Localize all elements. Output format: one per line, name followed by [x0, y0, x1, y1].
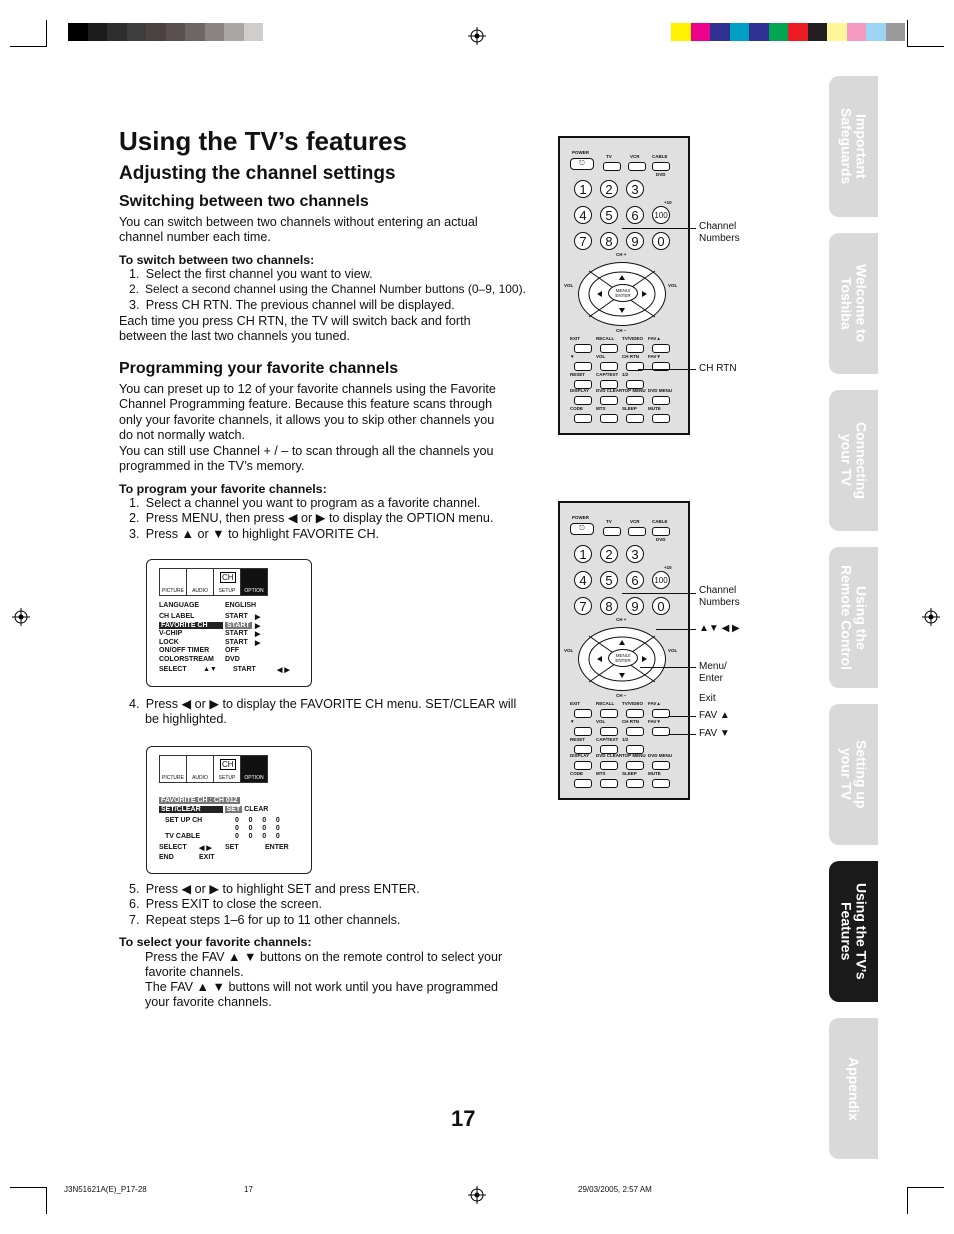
remote-button-label: RECALL [596, 336, 615, 341]
callout-menu-enter: Menu/ Enter [699, 661, 727, 684]
remote-button[interactable] [574, 414, 592, 423]
remote-button-label: DVD MENU [648, 753, 673, 758]
remote-button-label: MUTE [648, 771, 661, 776]
remote-button-label: TV/VIDEO [622, 336, 644, 341]
remote-label: VOL [668, 283, 678, 288]
remote-button[interactable] [626, 779, 644, 788]
remote-button-label: DISPLAY [570, 753, 590, 758]
power-label: POWER [572, 515, 590, 520]
gray-calibration-bar [68, 23, 283, 41]
remote-button-label: FAV▲ [648, 336, 661, 341]
subsection-title: Switching between two channels [119, 193, 369, 210]
menu-row: LANGUAGE [159, 602, 200, 609]
step-item: 7. Repeat steps 1–6 for up to 11 other channels. [129, 912, 401, 927]
color-swatch [127, 23, 147, 41]
footer-file: J3N51621A(E)_P17-28 [64, 1185, 147, 1194]
remote-button[interactable] [626, 709, 644, 718]
step-item: 1. Select a channel you want to program as a favorite channel. [129, 496, 481, 510]
chapter-tab-label: Using the TV’s Features [838, 883, 870, 980]
remote-label: CH + [616, 617, 627, 622]
digit-4-button[interactable]: 4 [574, 206, 592, 224]
option-menu-screen [146, 559, 312, 687]
color-swatch [166, 23, 186, 41]
callout-leader [640, 667, 696, 668]
remote-label: CABLE [652, 519, 668, 524]
digit-5-button[interactable]: 5 [600, 571, 618, 589]
color-swatch [730, 23, 750, 41]
remote-button[interactable] [600, 727, 618, 736]
color-swatch [710, 23, 730, 41]
procedure-title: To select your favorite channels: [119, 935, 312, 949]
digit-2-button[interactable]: 2 [600, 545, 618, 563]
remote-button-label: CH RTN [622, 354, 639, 359]
menu-title: FAVORITE CH : CH 012 [161, 797, 238, 804]
color-swatch [263, 23, 283, 41]
remote-label: CH + [616, 252, 627, 257]
remote-button[interactable] [600, 779, 618, 788]
page-title: Using the TV’s features [119, 126, 407, 156]
body-paragraph: Each time you press CH RTN, the TV will switch back and forth between the last two channels you tuned. [119, 314, 471, 344]
digit-8-button[interactable]: 8 [600, 597, 618, 615]
chapter-tab[interactable] [829, 233, 878, 374]
remote-button[interactable] [600, 396, 618, 405]
remote-button-label: FAV▼ [648, 719, 661, 724]
button-100[interactable]: 100 [652, 206, 670, 224]
remote-button[interactable] [652, 779, 670, 788]
menu-grid-row: 0 0 0 0 [235, 833, 280, 840]
color-swatch [68, 23, 88, 41]
menu-grid-row: 0 0 0 0 [235, 825, 280, 832]
remote-button-label: 1/2 [622, 372, 629, 377]
vcr-button[interactable] [628, 527, 646, 536]
remote-button[interactable] [600, 344, 618, 353]
menu-footer: ◀ ▶ [277, 667, 290, 674]
setup-icon: CH SETUP [214, 756, 241, 782]
color-swatch [808, 23, 828, 41]
favorite-ch-menu-screen [146, 746, 312, 874]
digit-0-button[interactable]: 0 [652, 232, 670, 250]
option-icon: OPTION [241, 756, 267, 782]
step-item: 3. Press ▲ or ▼ to highlight FAVORITE CH. [129, 526, 380, 541]
menu-row-value: OFF [225, 647, 239, 654]
step-item: 3. Press CH RTN. The previous channel will be displayed. [129, 297, 455, 312]
color-swatch [205, 23, 225, 41]
menu-footer: ▲▼ [203, 666, 217, 673]
registration-mark-icon [922, 608, 940, 626]
digit-6-button[interactable]: 6 [626, 571, 644, 589]
remote-button[interactable] [652, 414, 670, 423]
step-item: 2. Select a second channel using the Channel Number buttons (0–9, 100). [129, 282, 526, 297]
remote-button-label: ▼ [570, 354, 575, 359]
digit-9-button[interactable]: 9 [626, 232, 644, 250]
digit-4-button[interactable]: 4 [574, 571, 592, 589]
callout-leader [668, 734, 696, 735]
digit-0-button[interactable]: 0 [652, 597, 670, 615]
remote-button[interactable] [574, 761, 592, 770]
menu-grid-row: 0 0 0 0 [235, 817, 280, 824]
remote-button-label: 1/2 [622, 737, 629, 742]
menu-row-label: ON/OFF TIMER [159, 647, 210, 654]
power-button[interactable]: ⎋ [570, 158, 594, 170]
color-swatch [691, 23, 711, 41]
cable-button[interactable] [652, 527, 670, 536]
digit-2-button[interactable]: 2 [600, 180, 618, 198]
chapter-tab-label: Important Safeguards [838, 108, 870, 185]
chapter-tab[interactable] [829, 1018, 878, 1159]
color-swatch [749, 23, 769, 41]
remote-button-label: DVD CLEAR [596, 388, 623, 393]
menu-tab-bar [159, 755, 268, 783]
callout-fav-down: FAV ▼ [699, 728, 730, 739]
setup-icon: CH SETUP [214, 569, 241, 595]
chapter-tab[interactable] [829, 861, 878, 1002]
remote-label: CABLE [652, 154, 668, 159]
remote-button-label: TOP MENU [622, 388, 646, 393]
digit-7-button[interactable]: 7 [574, 232, 592, 250]
menu-row-value: START [225, 613, 248, 620]
color-swatch [866, 23, 886, 41]
color-swatch [88, 23, 108, 41]
remote-label: TV [606, 519, 612, 524]
step-item: 1. Select the first channel you want to view. [129, 267, 373, 281]
remote-button[interactable] [600, 761, 618, 770]
body-paragraph: You can still use Channel + / – to scan through all the channels you programmed in the TV’s memory. [119, 444, 494, 474]
callout-leader [656, 629, 696, 630]
remote-button[interactable] [574, 709, 592, 718]
menu-footer: ◀ ▶ [199, 845, 212, 852]
menu-row-label: CH LABEL [159, 613, 195, 620]
remote-button-label: SLEEP [622, 771, 637, 776]
picture-icon: PICTURE [160, 756, 187, 782]
menu-row-arrow: ▶ [255, 622, 261, 630]
remote-button[interactable] [574, 727, 592, 736]
remote-button-label: FAV▲ [648, 701, 661, 706]
step-item: 5. Press ◀ or ▶ to highlight SET and press ENTER. [129, 882, 420, 896]
remote-button-label: EXIT [570, 701, 581, 706]
remote-button-label: ▼ [570, 719, 575, 724]
remote-button-label: TOP MENU [622, 753, 646, 758]
menu-tab-bar [159, 568, 268, 596]
step-list [119, 697, 529, 728]
menu-row-arrow: ▶ [255, 631, 261, 638]
digit-1-button[interactable]: 1 [574, 545, 592, 563]
menu-row-arrow: ▶ [255, 614, 261, 621]
remote-control-illustration [558, 501, 690, 800]
chapter-tab[interactable] [829, 76, 878, 217]
remote-label: VCR [630, 154, 640, 159]
step-list [119, 882, 529, 928]
menu-value: ENGLISH [225, 602, 257, 609]
remote-button-label: CAP/TEXT [596, 737, 619, 742]
chapter-tab-label: Setting up your TV [838, 740, 870, 809]
step-list [119, 267, 529, 313]
remote-button[interactable] [574, 396, 592, 405]
remote-button-label: CH RTN [622, 719, 639, 724]
callout-leader [668, 716, 696, 717]
menu-row-setclear: SET/CLEAR SET CLEAR [161, 806, 269, 813]
digit-7-button[interactable]: 7 [574, 597, 592, 615]
body-paragraph: You can preset up to 12 of your favorite channels using the Favorite Channel Programming feature. Because this feature scans through only your favorite channels, it allows you to skip other channels you do not normally watch. [119, 382, 496, 443]
audio-icon: AUDIO [187, 756, 214, 782]
color-swatch [671, 23, 691, 41]
remote-button[interactable] [600, 709, 618, 718]
menu-footer: END [159, 854, 174, 861]
remote-label: VOL [668, 648, 678, 653]
color-swatch [107, 23, 127, 41]
remote-button-label: CODE [570, 771, 584, 776]
remote-button-label: DVD MENU [648, 388, 673, 393]
menu-row-label: FAVORITE CH [159, 622, 223, 629]
remote-label: +10 [664, 200, 672, 205]
remote-button[interactable] [574, 779, 592, 788]
remote-button[interactable] [652, 761, 670, 770]
remote-button-label: FAV▼ [648, 354, 661, 359]
menu-row-label: LOCK [159, 638, 179, 646]
remote-button[interactable] [600, 362, 618, 371]
page-number: 17 [451, 1106, 476, 1131]
remote-button-label: MTS [596, 406, 606, 411]
registration-mark-icon [468, 1186, 486, 1204]
color-swatch [244, 23, 264, 41]
menu-footer: ENTER [265, 844, 289, 851]
color-swatch [769, 23, 789, 41]
menu-enter-button[interactable]: MENU/ ENTER [608, 649, 638, 667]
callout-leader [622, 593, 696, 594]
menu-row-value: START [227, 621, 250, 629]
remote-label: +10 [664, 565, 672, 570]
remote-label: VOL [564, 648, 574, 653]
remote-button-label: RESET [570, 372, 586, 377]
color-swatch [847, 23, 867, 41]
remote-button-label: CODE [570, 406, 584, 411]
menu-row: SET UP CH [165, 817, 203, 824]
digit-8-button[interactable]: 8 [600, 232, 618, 250]
callout-ch-rtn: CH RTN [699, 363, 737, 374]
menu-enter-button[interactable]: MENU/ ENTER [608, 284, 638, 302]
remote-label: VCR [630, 519, 640, 524]
remote-button[interactable] [574, 362, 592, 371]
color-calibration-bar [671, 23, 905, 41]
color-swatch [827, 23, 847, 41]
button-100[interactable]: 100 [652, 571, 670, 589]
color-swatch [185, 23, 205, 41]
menu-row-arrow: ▶ [255, 639, 261, 647]
step-item: 2. Press MENU, then press ◀ or ▶ to display the OPTION menu. [129, 511, 494, 526]
remote-label: TV [606, 154, 612, 159]
remote-button-label: MUTE [648, 406, 661, 411]
power-button[interactable]: ⎋ [570, 523, 594, 535]
remote-button-label: EXIT [570, 336, 581, 341]
intro-paragraph: You can switch between two channels without entering an actual channel number each time. [119, 215, 478, 245]
registration-mark-icon [468, 27, 486, 45]
menu-footer: SET [225, 844, 239, 851]
remote-button[interactable] [626, 344, 644, 353]
option-icon: OPTION [241, 569, 267, 595]
chapter-tab-label: Connecting your TV [838, 422, 870, 499]
digit-3-button[interactable]: 3 [626, 180, 644, 198]
remote-button-label: RESET [570, 737, 586, 742]
chapter-tab[interactable] [829, 390, 878, 531]
chapter-tab-label: Welcome to Toshiba [838, 264, 870, 343]
remote-button[interactable] [626, 396, 644, 405]
menu-footer: SELECT [159, 844, 187, 851]
remote-button-label: DISPLAY [570, 388, 590, 393]
remote-button[interactable] [652, 344, 670, 353]
footer-date: 29/03/2005, 2:57 AM [578, 1185, 652, 1194]
chapter-tab[interactable] [829, 547, 878, 688]
remote-button[interactable] [600, 414, 618, 423]
remote-button[interactable] [626, 761, 644, 770]
picture-icon: PICTURE [160, 569, 187, 595]
step-item: 6. Press EXIT to close the screen. [129, 897, 322, 912]
color-swatch [224, 23, 244, 41]
menu-footer: EXIT [199, 854, 215, 861]
remote-button-label: TV/VIDEO [622, 701, 644, 706]
menu-row-label: V-CHIP [159, 630, 183, 637]
body-paragraph: Press the FAV ▲ ▼ buttons on the remote control to select your favorite channels. [145, 950, 503, 980]
remote-button[interactable] [652, 396, 670, 405]
color-swatch [146, 23, 166, 41]
remote-button[interactable] [626, 727, 644, 736]
menu-row-value: DVD [225, 655, 240, 663]
remote-button-label: VOL [596, 354, 606, 359]
menu-row-value: START [225, 638, 248, 646]
step-item: 4. Press ◀ or ▶ to display the FAVORITE CH menu. SET/CLEAR will be highlighted. [129, 697, 517, 727]
chapter-tab-label: Using the Remote Control [838, 565, 870, 670]
registration-mark-icon [12, 608, 30, 626]
remote-label: CH – [616, 328, 627, 333]
vcr-button[interactable] [628, 162, 646, 171]
digit-3-button[interactable]: 3 [626, 545, 644, 563]
callout-channel-numbers: Channel Numbers [699, 585, 740, 608]
cable-button[interactable] [652, 162, 670, 171]
chapter-tab[interactable] [829, 704, 878, 845]
menu-row: TV CABLE [165, 833, 200, 840]
power-label: POWER [572, 150, 590, 155]
digit-9-button[interactable]: 9 [626, 597, 644, 615]
remote-button[interactable] [626, 414, 644, 423]
callout-arrows: ▲▼ ◀ ▶ [699, 623, 740, 634]
remote-label: CH – [616, 693, 627, 698]
callout-fav-up: FAV ▲ [699, 710, 730, 721]
remote-button-label: VOL [596, 719, 606, 724]
digit-1-button[interactable]: 1 [574, 180, 592, 198]
remote-button[interactable] [574, 344, 592, 353]
body-paragraph: The FAV ▲ ▼ buttons will not work until you have programmed your favorite channels. [145, 980, 498, 1010]
remote-control-illustration [558, 136, 690, 435]
remote-label: DVD [656, 537, 666, 542]
callout-leader [622, 228, 696, 229]
color-swatch [886, 23, 906, 41]
color-swatch [788, 23, 808, 41]
tv-button[interactable] [603, 527, 621, 536]
remote-button-label: DVD CLEAR [596, 753, 623, 758]
subsection-title: Programming your favorite channels [119, 360, 399, 377]
remote-button-label: SLEEP [622, 406, 637, 411]
callout-leader [638, 369, 696, 370]
remote-label: VOL [564, 283, 574, 288]
callout-channel-numbers: Channel Numbers [699, 221, 740, 244]
procedure-title: To program your favorite channels: [119, 482, 327, 496]
remote-label: DVD [656, 172, 666, 177]
section-title: Adjusting the channel settings [119, 163, 396, 184]
digit-6-button[interactable]: 6 [626, 206, 644, 224]
footer-page: 17 [244, 1185, 253, 1194]
menu-row-label: COLORSTREAM [159, 655, 214, 663]
menu-footer: SELECT [159, 666, 187, 673]
tv-button[interactable] [603, 162, 621, 171]
menu-footer: START [233, 666, 256, 673]
step-list [119, 496, 529, 542]
audio-icon: AUDIO [187, 569, 214, 595]
chapter-tab-label: Appendix [846, 1056, 862, 1121]
remote-button-label: RECALL [596, 701, 615, 706]
digit-5-button[interactable]: 5 [600, 206, 618, 224]
procedure-title: To switch between two channels: [119, 253, 315, 267]
remote-button-label: MTS [596, 771, 606, 776]
remote-button-label: CAP/TEXT [596, 372, 619, 377]
callout-exit: Exit [699, 693, 716, 704]
menu-row-value: START [225, 630, 248, 637]
